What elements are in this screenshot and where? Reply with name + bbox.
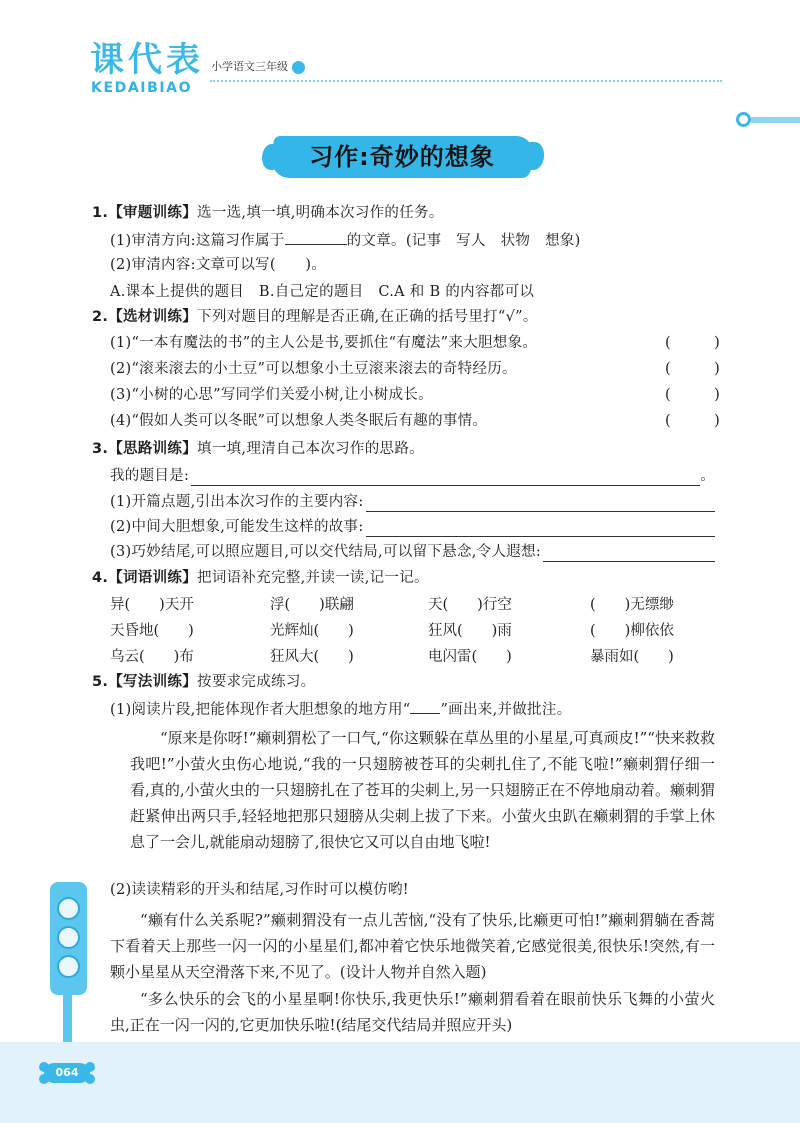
q3-item [110, 517, 715, 537]
q3-item-label: (1)开篇点题,引出本次习作的主要内容: [110, 494, 364, 510]
q3-item [110, 492, 715, 512]
q5-sub-1-before: (1)阅读片段,把能体现作者大胆想象的地方用“ [110, 702, 411, 718]
q2-item: (4)“假如人类可以冬眠”可以想象人类冬眠后有趣的事情。 [110, 413, 488, 429]
q5-passage-1: “原来是你呀!”癞刺猬松了一口气,“你这颗躲在草丛里的小星星,可真顽皮!”“快来救救我吧!”小萤火虫伤心地说,“我的一只翅膀被苍耳的尖刺扎住了,不能飞啦!”癞刺猬仔细一看,真的,小萤火虫的一只翅膀扎在了苍耳的尖刺上,另一只翅膀正在不停地扇动着。癞刺猬赶紧伸出两只手,轻轻地把那只翅膀从尖刺上拔了下来。小萤火虫趴在癞刺猬的手掌上休息了一会儿,就能扇动翅膀了,很快它又可以自由地飞啦! [130, 729, 715, 851]
q3-title-blank [191, 470, 700, 486]
q2-prompt: 下列对题目的理解是否正确,在正确的括号里打“√”。 [197, 309, 538, 325]
right-bar-decoration [751, 117, 800, 123]
q3-title-end: 。 [700, 468, 715, 484]
traffic-light-icon [50, 882, 87, 995]
q4-number: 4. [92, 570, 109, 586]
brand-pinyin: KEDAIBIAO [91, 80, 193, 96]
q3-item-label: (2)中间大胆想象,可能发生这样的故事: [110, 519, 364, 535]
q2-heading [92, 307, 538, 327]
q5-sub-2: (2)读读精彩的开头和结尾,习作时可以模仿哟! [110, 882, 409, 898]
brand-logo: 课代表 [90, 40, 204, 80]
q3-title-line [110, 466, 715, 486]
q3-item-blank [366, 496, 715, 512]
idiom-item: 暴雨如( ) [590, 649, 674, 665]
footer-band [0, 1042, 800, 1123]
q3-item [110, 542, 715, 562]
q1-heading [92, 203, 444, 223]
q1-number: 1. [92, 205, 109, 221]
q5-number: 5. [92, 674, 109, 690]
q3-tag: 【思路训练】 [108, 441, 198, 457]
traffic-light-lamp [57, 955, 80, 978]
traffic-light-lamp [57, 926, 80, 949]
q2-answer-bracket: ( ) [665, 387, 720, 403]
q2-answer-bracket: ( ) [665, 335, 720, 351]
q2-answer-bracket: ( ) [665, 361, 720, 377]
q1-answer-blank [285, 230, 347, 245]
q1-item-1 [110, 230, 581, 251]
q2-tag: 【选材训练】 [108, 309, 198, 325]
idiom-item: 异( )天开 [110, 597, 194, 613]
idiom-item: 狂风( )雨 [428, 623, 512, 639]
header-dotted-divider [210, 80, 722, 82]
q5-passage-ending: “多么快乐的会飞的小星星啊!你快乐,我更快乐!”癞刺猬看着在眼前快乐飞舞的小萤火虫,正在一闪一闪的,它更加快乐啦!(结尾交代结局并照应开头) [110, 990, 715, 1034]
q5-sub-1 [110, 699, 572, 720]
q5-heading [92, 672, 315, 692]
idiom-item: 狂风大( ) [270, 649, 354, 665]
traffic-light-lamp [57, 897, 80, 920]
q1-item-1-after: 的文章。(记事 写人 状物 想象) [346, 233, 581, 249]
q5-prompt: 按要求完成练习。 [197, 674, 316, 690]
page-number: 064 [44, 1063, 90, 1083]
q5-passage-opening: “癞有什么关系呢?”癞刺猬没有一点儿苦恼,“没有了快乐,比癞更可怕!”癞刺猬躺在香蒿下看着天上那些一闪一闪的小星星们,都冲着它快乐地微笑着,它感觉很美,很快乐!突然,有一颗小星星从天空滑落下来,不见了。(设计人物并自然入题) [110, 911, 715, 981]
q2-answer-bracket: ( ) [665, 413, 720, 429]
q1-item-2: (2)审清内容:文章可以写( )。 [110, 257, 327, 273]
q1-prompt: 选一选,填一填,明确本次习作的任务。 [197, 205, 444, 221]
ring-decoration-icon [736, 112, 751, 127]
idiom-item: 天昏地( ) [110, 623, 194, 639]
page-title: 习作:奇妙的想象 [309, 143, 495, 171]
idiom-item: 乌云( )布 [110, 649, 194, 665]
q3-number: 3. [92, 441, 109, 457]
idiom-item: 浮( )联翩 [270, 597, 354, 613]
idiom-item: ( )无缥缈 [590, 597, 674, 613]
q3-item-blank [543, 546, 715, 562]
q1-tag: 【审题训练】 [108, 205, 198, 221]
idiom-item: ( )柳依依 [590, 623, 674, 639]
q3-heading [92, 439, 424, 459]
q1-item-1-before: (1)审清方向:这篇习作属于 [110, 233, 285, 249]
idiom-item: 电闪雷( ) [428, 649, 512, 665]
q3-item-label: (3)巧妙结尾,可以照应题目,可以交代结局,可以留下悬念,令人遐想: [110, 544, 542, 560]
q4-heading [92, 568, 429, 588]
q4-prompt: 把词语补充完整,并读一读,记一记。 [197, 570, 429, 586]
volume-badge-icon [292, 61, 305, 74]
q2-item: (3)“小树的心思”写同学们关爱小树,让小树成长。 [110, 387, 433, 403]
q2-item: (2)“滚来滚去的小土豆”可以想象小土豆滚来滚去的奇特经历。 [110, 361, 517, 377]
q3-item-blank [366, 521, 715, 537]
q5-underline-sample [410, 699, 440, 714]
q2-item: (1)“一本有魔法的书”的主人公是书,要抓住“有魔法”来大胆想象。 [110, 335, 538, 351]
traffic-light-pole [63, 994, 72, 1044]
q5-sub-1-after: ”画出来,并做批注。 [440, 702, 572, 718]
q5-tag: 【写法训练】 [108, 674, 198, 690]
q3-prompt: 填一填,理清自己本次习作的思路。 [197, 441, 424, 457]
q3-title-label: 我的题目是: [110, 468, 190, 484]
idiom-item: 光辉灿( ) [270, 623, 354, 639]
q2-number: 2. [92, 309, 109, 325]
q4-tag: 【词语训练】 [108, 570, 198, 586]
grade-subtitle: 小学语文三年级 [211, 60, 288, 73]
idiom-item: 天( )行空 [428, 597, 512, 613]
q1-options: A.课本上提供的题目 B.自己定的题目 C.A 和 B 的内容都可以 [110, 284, 535, 300]
